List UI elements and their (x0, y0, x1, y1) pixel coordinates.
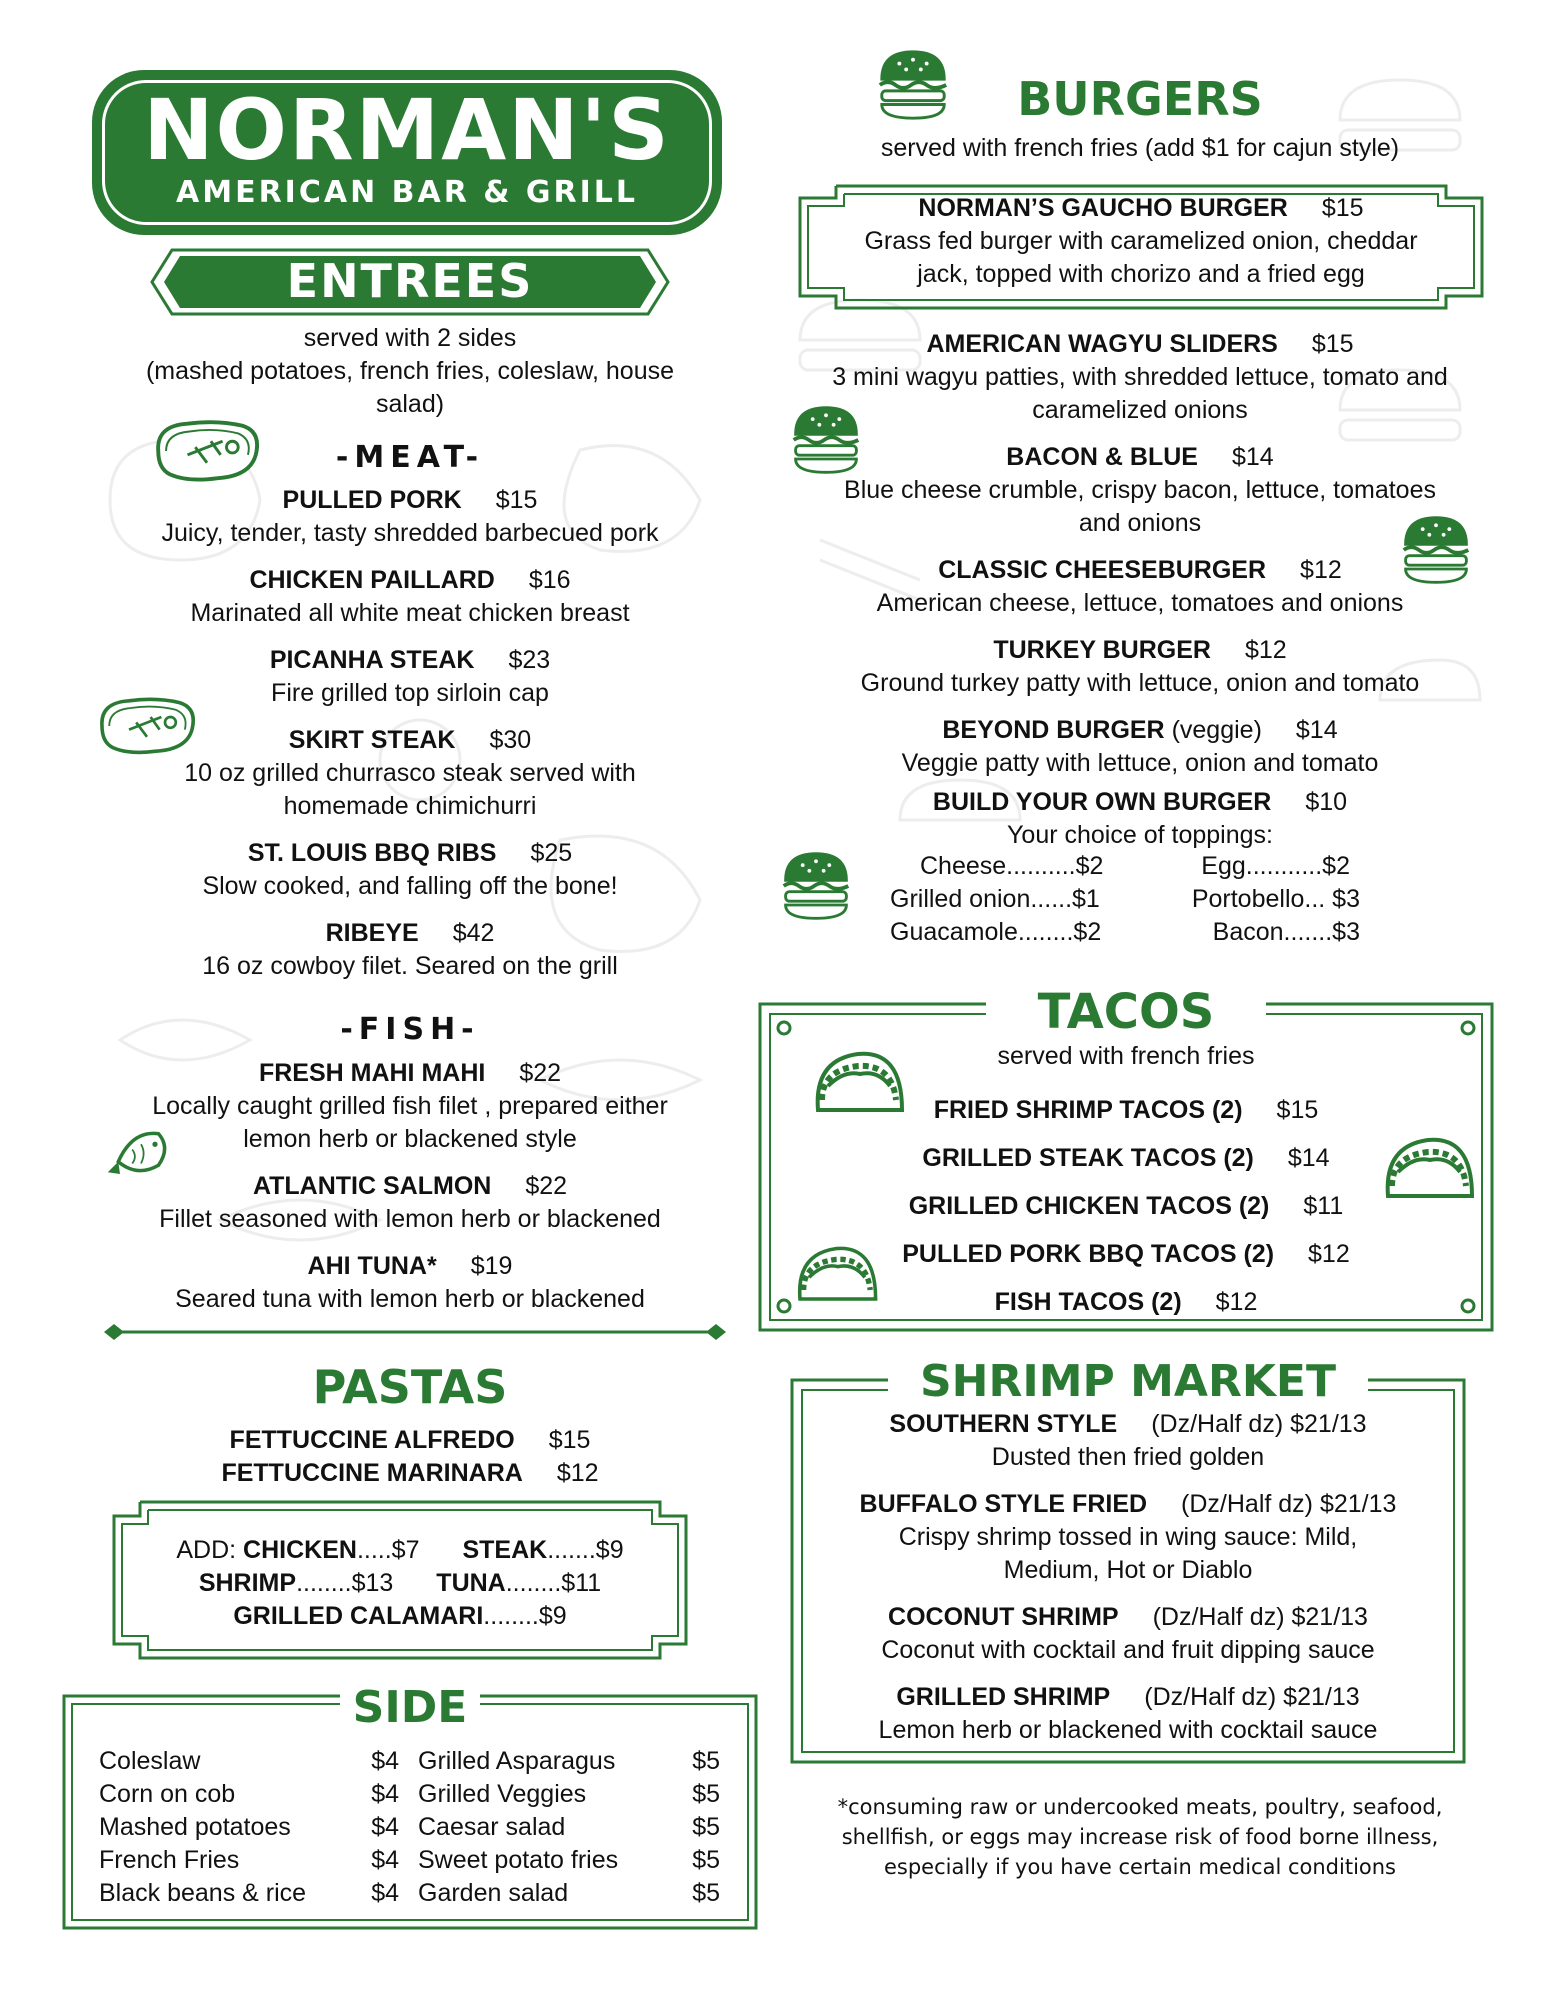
tacos-title: TACOS (1037, 984, 1215, 1040)
disclaimer-line: *consuming raw or undercooked meats, poultry, seafood, (837, 1795, 1443, 1819)
shrimp-title: SHRIMP MARKET (919, 1356, 1336, 1407)
entrees-banner (150, 248, 670, 316)
taco-icon (790, 1236, 882, 1308)
side-item: French Fries $4 (99, 1846, 399, 1874)
menu-item: BACON & BLUE $14 (1006, 443, 1274, 471)
side-item: Grilled Asparagus $5 (418, 1747, 720, 1775)
menu-item-desc: Coconut with cocktail and fruit dipping sauce (881, 1636, 1375, 1664)
side-title: SIDE (352, 1682, 468, 1733)
sides-left-list (99, 1745, 399, 1910)
menu-item-desc: jack, topped with chorizo and a fried egg (917, 260, 1365, 288)
menu-item-desc: Medium, Hot or Diablo (1003, 1556, 1253, 1584)
restaurant-name: NORMAN'S (143, 81, 671, 179)
menu-item-desc: Lemon herb or blackened with cocktail sauce (878, 1716, 1378, 1744)
burger-icon (788, 402, 864, 478)
menu-item-desc: caramelized onions (1032, 396, 1248, 424)
entrees-intro (100, 322, 720, 421)
toppings-list (890, 850, 1360, 949)
menu-item: AMERICAN WAGYU SLIDERS $15 (926, 330, 1354, 358)
menu-item: GRILLED STEAK TACOS (2) $14 (922, 1144, 1330, 1172)
pasta-list (100, 1424, 720, 1490)
burgers-subtitle: served with french fries (add $1 for cajun style) (880, 134, 1400, 162)
topping-row: Guacamole........$2 Bacon.......$3 (890, 918, 1360, 946)
side-item: Black beans & rice $4 (99, 1879, 399, 1907)
menu-item-desc: homemade chimichurri (283, 792, 537, 820)
menu-item-desc: Blue cheese crumble, crispy bacon, lettuce, tomatoes (844, 476, 1436, 504)
taco-icon (808, 1040, 908, 1120)
intro-line: (mashed potatoes, french fries, coleslaw, house (145, 357, 675, 385)
menu-item-desc: Fire grilled top sirloin cap (271, 679, 549, 707)
menu-item: FISH TACOS (2) $12 (994, 1288, 1258, 1316)
topping-row: Cheese..........$2 Egg...........$2 (920, 852, 1350, 880)
menu-item-desc: Your choice of toppings: (1007, 821, 1273, 849)
restaurant-logo (92, 70, 722, 235)
side-item: Grilled Veggies $5 (418, 1780, 720, 1808)
menu-item: CLASSIC CHEESEBURGER $12 (938, 556, 1342, 584)
burger-icon (778, 848, 854, 924)
intro-line: salad) (375, 390, 445, 418)
menu-item-desc: lemon herb or blackened style (243, 1125, 577, 1153)
menu-item: FETTUCCINE ALFREDO $15 (229, 1426, 591, 1454)
addon-row: SHRIMP........$13 TUNA........$11 (198, 1569, 602, 1597)
fish-icon (106, 1118, 176, 1188)
menu-item: GRILLED SHRIMP (Dz/Half dz) $21/13 (896, 1683, 1360, 1711)
food-safety-disclaimer (780, 1792, 1500, 1882)
featured-burger (796, 192, 1486, 291)
menu-item-desc: Ground turkey patty with lettuce, onion and tomato (860, 669, 1420, 697)
side-item: Sweet potato fries $5 (418, 1846, 720, 1874)
menu-item: CHICKEN PAILLARD $16 (249, 566, 571, 594)
steak-icon (92, 690, 202, 762)
menu-item: SOUTHERN STYLE (Dz/Half dz) $21/13 (889, 1410, 1367, 1438)
pasta-addons (100, 1534, 700, 1633)
menu-item-desc: Grass fed burger with caramelized onion, cheddar (864, 227, 1418, 255)
side-item: Mashed potatoes $4 (99, 1813, 399, 1841)
menu-item: AHI TUNA* $19 (307, 1252, 513, 1280)
sides-right-list (418, 1745, 720, 1910)
menu-item-desc: Slow cooked, and falling off the bone! (202, 872, 618, 900)
addon-row: GRILLED CALAMARI........$9 (233, 1602, 567, 1630)
section-divider (100, 1320, 730, 1344)
fish-heading: -FISH- (340, 1012, 480, 1047)
burger-icon (1398, 512, 1474, 588)
menu-item-desc: Juicy, tender, tasty shredded barbecued pork (161, 519, 659, 547)
shrimp-list (788, 1408, 1468, 1747)
taco-icon (1378, 1126, 1478, 1206)
pastas-title: PASTAS (312, 1360, 508, 1414)
menu-item: BEYOND BURGER (veggie) $14 (942, 716, 1338, 744)
menu-item: BUFFALO STYLE FRIED (Dz/Half dz) $21/13 (859, 1490, 1397, 1518)
disclaimer-line: shellfish, or eggs may increase risk of food borne illness, (841, 1825, 1439, 1849)
menu-item: PICANHA STEAK $23 (269, 646, 551, 674)
topping-row: Grilled onion......$1 Portobello... $3 (890, 885, 1360, 913)
menu-item: PULLED PORK $15 (282, 486, 538, 514)
menu-item-desc: 16 oz cowboy filet. Seared on the grill (202, 952, 618, 980)
side-item: Caesar salad $5 (418, 1813, 720, 1841)
fish-list (100, 1057, 720, 1316)
entrees-title: ENTREES (286, 254, 534, 308)
disclaimer-line: especially if you have certain medical conditions (883, 1855, 1397, 1879)
menu-item: RIBEYE $42 (325, 919, 495, 947)
menu-item-desc: Locally caught grilled fish filet , prepared either (152, 1092, 668, 1120)
addon-row: ADD: CHICKEN.....$7 STEAK.......$9 (176, 1536, 624, 1564)
menu-item: ATLANTIC SALMON $22 (252, 1172, 568, 1200)
menu-item-desc: Veggie patty with lettuce, onion and tomato (901, 749, 1379, 777)
menu-item: NORMAN’S GAUCHO BURGER $15 (918, 194, 1364, 222)
intro-line: served with 2 sides (303, 324, 517, 352)
menu-item: TURKEY BURGER $12 (993, 636, 1287, 664)
menu-item-desc: 3 mini wagyu patties, with shredded lettuce, tomato and (832, 363, 1448, 391)
side-item: Coleslaw $4 (99, 1747, 399, 1775)
menu-item-desc: Marinated all white meat chicken breast (190, 599, 630, 627)
menu-item-desc: American cheese, lettuce, tomatoes and onions (876, 589, 1404, 617)
menu-item-desc: Dusted then fried golden (991, 1443, 1265, 1471)
menu-item-desc: Crispy shrimp tossed in wing sauce: Mild, (898, 1523, 1358, 1551)
menu-item: GRILLED CHICKEN TACOS (2) $11 (908, 1192, 1344, 1220)
menu-item: ST. LOUIS BBQ RIBS $25 (247, 839, 573, 867)
menu-item-desc: 10 oz grilled churrasco steak served with (184, 759, 636, 787)
menu-item: BUILD YOUR OWN BURGER $10 (932, 788, 1348, 816)
menu-item-desc: Fillet seasoned with lemon herb or blackened (159, 1205, 661, 1233)
menu-item-desc: Seared tuna with lemon herb or blackened (175, 1285, 645, 1313)
menu-item: FRESH MAHI MAHI $22 (258, 1059, 562, 1087)
burger-list (780, 328, 1500, 852)
menu-item: FRIED SHRIMP TACOS (2) $15 (933, 1096, 1319, 1124)
menu-item: FETTUCCINE MARINARA $12 (221, 1459, 599, 1487)
meat-heading: -MEAT- (335, 440, 485, 475)
side-item: Garden salad $5 (418, 1879, 720, 1907)
burgers-title: BURGERS (1017, 72, 1263, 126)
menu-item: PULLED PORK BBQ TACOS (2) $12 (902, 1240, 1350, 1268)
menu-item: SKIRT STEAK $30 (288, 726, 532, 754)
tacos-subtitle: served with french fries (997, 1042, 1255, 1070)
menu-item-desc: and onions (1078, 509, 1202, 537)
menu-item: COCONUT SHRIMP (Dz/Half dz) $21/13 (888, 1603, 1368, 1631)
restaurant-tagline: AMERICAN BAR & GRILL (176, 175, 638, 210)
side-item: Corn on cob $4 (99, 1780, 399, 1808)
